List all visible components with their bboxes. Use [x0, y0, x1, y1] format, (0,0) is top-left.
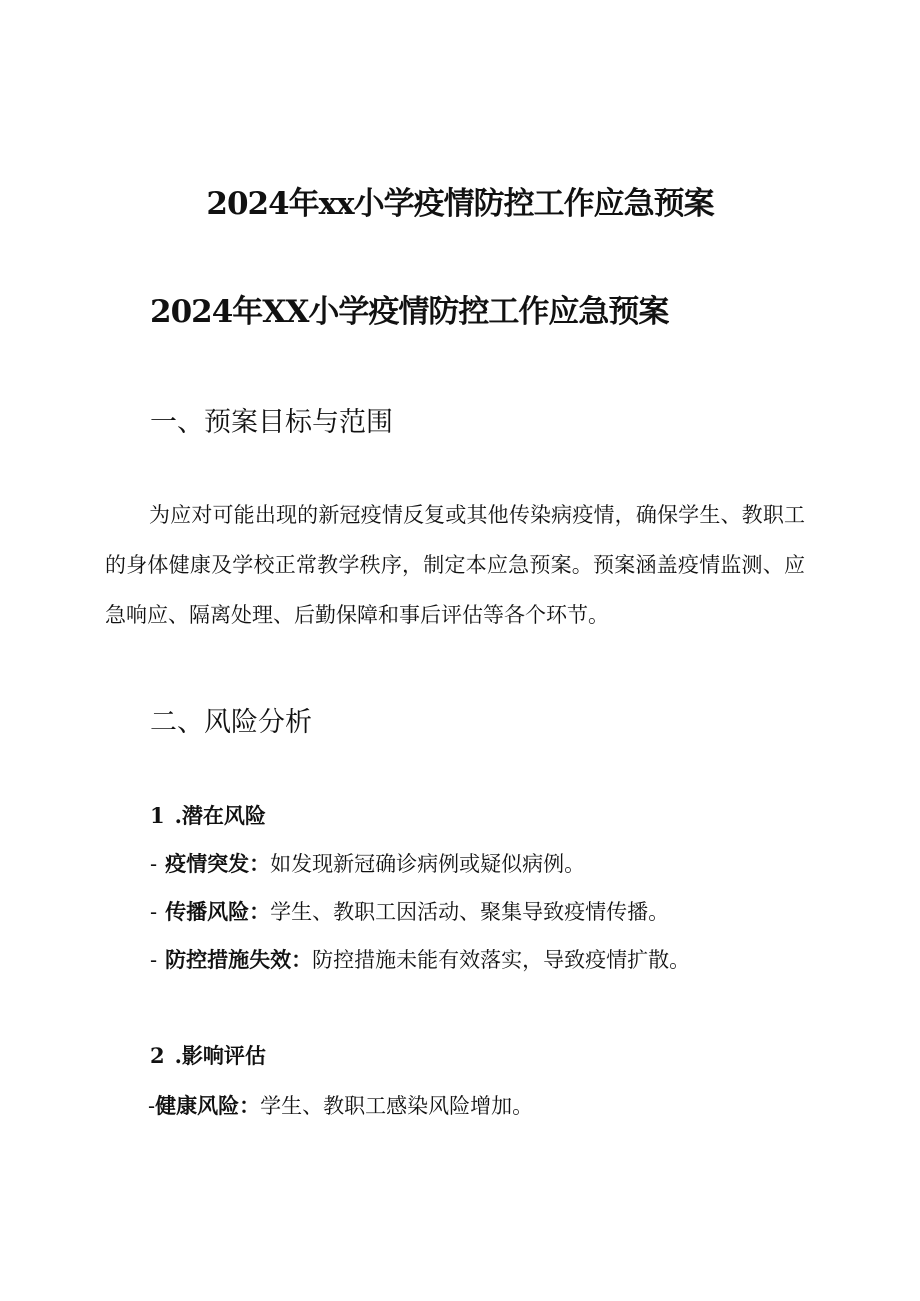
bullet-dash: -: [150, 852, 158, 876]
list-item-label: 防控措施失效：: [165, 947, 313, 972]
list-item-text: 学生、教职工感染风险增加。: [260, 1094, 534, 1118]
list-item-label: 疫情突发：: [165, 851, 271, 876]
subsection-2-title: .影响评估: [174, 1043, 266, 1068]
document-title: 2024年xx小学疫情防控工作应急预案: [206, 186, 714, 222]
list-item-label: 健康风险：: [155, 1093, 261, 1118]
list-item: [150, 896, 669, 926]
document-subtitle: 2024年XX小学疫情防控工作应急预案: [150, 294, 669, 330]
list-item-text: 防控措施未能有效落实，导致疫情扩散。: [312, 948, 691, 972]
bullet-dash: -: [150, 948, 158, 972]
list-item: [150, 944, 690, 974]
list-item: [148, 1090, 533, 1120]
section-1-paragraph: 为应对可能出现的新冠疫情反复或其他传染病疫情，确保学生、教职工的身体健康及学校正常教学秩序，制定本应急预案。预案涵盖疫情监测、应急响应、隔离处理、后勤保障和事后评估等各个环节。: [105, 503, 805, 627]
bullet-dash: -: [150, 900, 158, 924]
section-2-heading: 二、风险分析: [150, 707, 312, 738]
subsection-1-number: 1: [150, 803, 165, 828]
list-item: [150, 848, 585, 878]
list-item-label: 传播风险：: [165, 899, 271, 924]
subsection-2-number: 2: [150, 1043, 165, 1068]
subsection-2-heading: [150, 1040, 266, 1070]
list-item-text: 学生、教职工因活动、聚集导致疫情传播。: [270, 900, 670, 924]
list-item-text: 如发现新冠确诊病例或疑似病例。: [270, 852, 586, 876]
subsection-1-heading: [150, 800, 266, 830]
section-1-heading: 一、预案目标与范围: [150, 407, 393, 438]
bullet-dash: -: [148, 1094, 156, 1118]
subsection-1-title: .潜在风险: [174, 803, 266, 828]
